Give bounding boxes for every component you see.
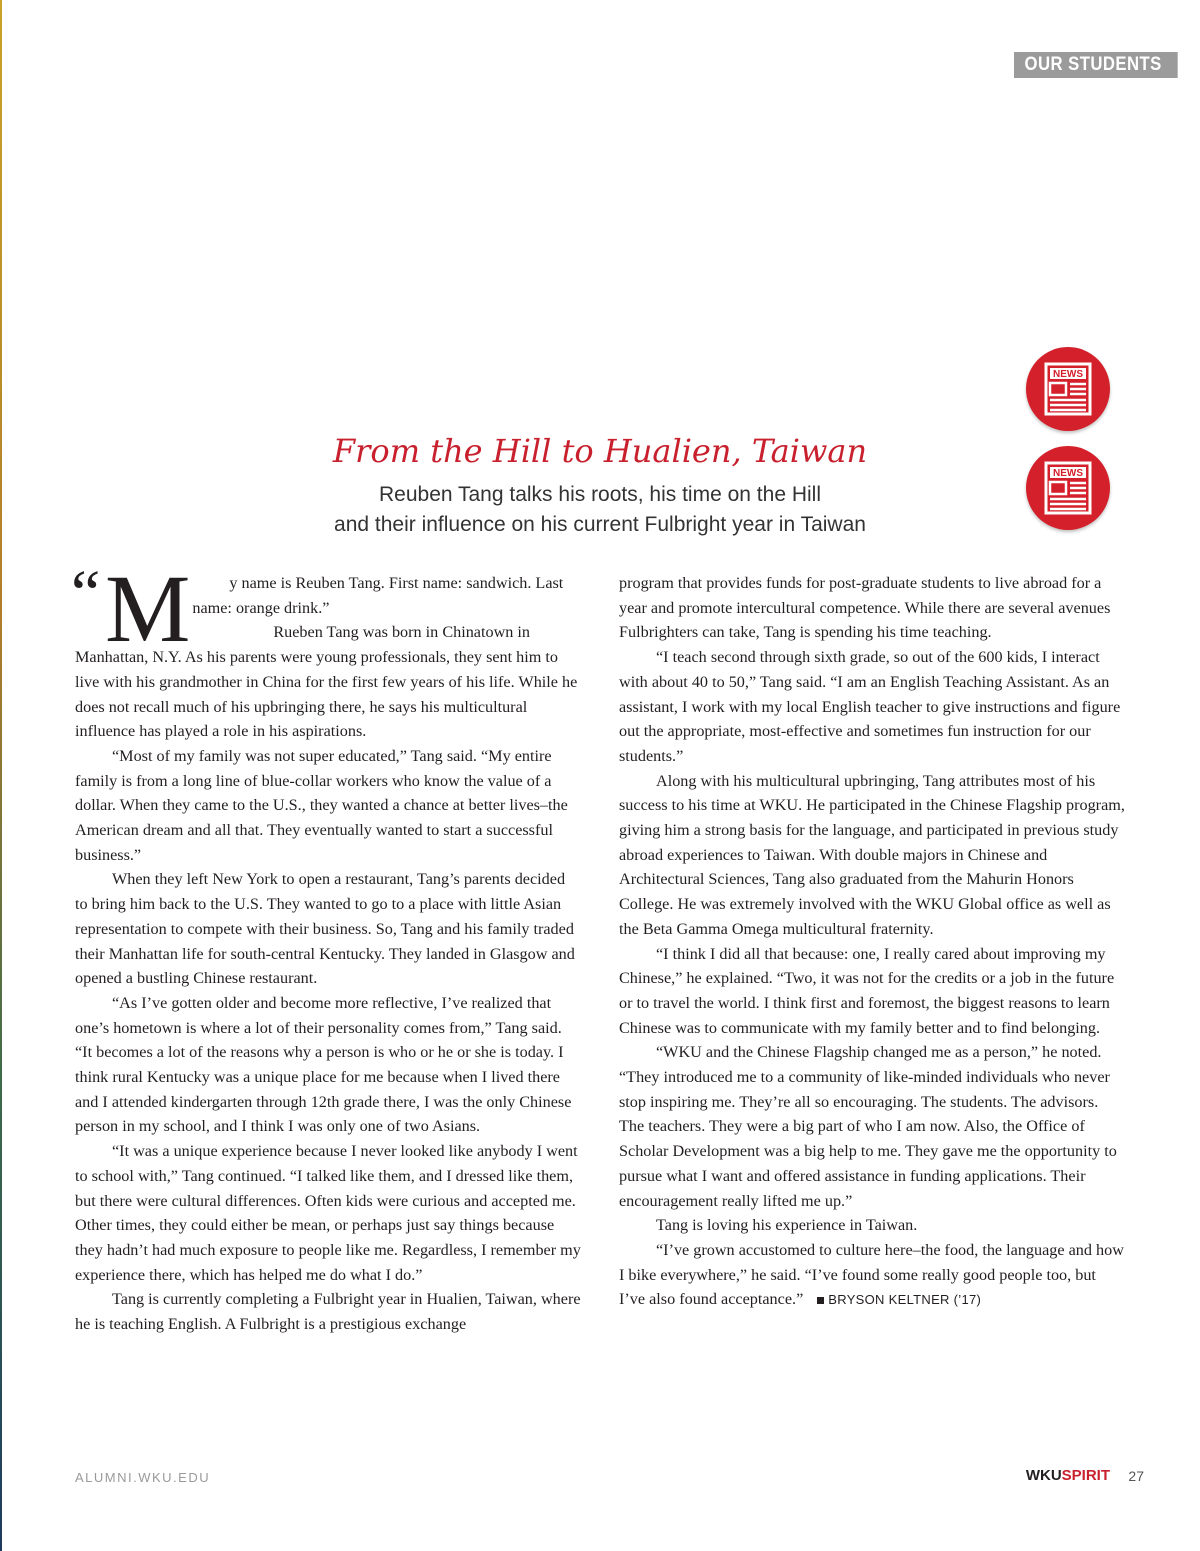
- paragraph-text: “I’ve grown accustomed to culture here–the food, the language and how I bike everywhere,” he said. “I’ve found some really good people too, but I’ve also found acceptance.”: [619, 1240, 1124, 1309]
- subtitle-line: and their influence on his current Fulbright year in Taiwan: [334, 513, 866, 536]
- lead-sentence: y name is Reuben Tang. First name: sandwich. Last name: orange drink.”: [192, 574, 564, 617]
- newspaper-icon: [1043, 361, 1093, 417]
- footer-brand: [1026, 1467, 1110, 1484]
- brand-wku: WKU: [1025, 1467, 1062, 1484]
- subtitle-line: Reuben Tang talks his roots, his time on the Hill: [378, 483, 821, 506]
- article-column-left: [71, 555, 581, 1337]
- end-mark-icon: [817, 1297, 824, 1304]
- drop-cap: M: [105, 555, 191, 662]
- byline: [803, 1292, 981, 1307]
- news-icon[interactable]: [1026, 347, 1110, 431]
- paragraph: “As I’ve gotten older and become more reflective, I’ve realized that one’s hometown is where a lot of their personality comes from,” Tang said. “It becomes a lot of the reasons why a person is who or he or she is today. I think rural Kentucky was a unique place for me because when I lived there and I attended kindergarten through 12th grade there, I was the only Chinese person in my school, and I think I was only one of two Asians.: [75, 993, 572, 1136]
- page-number: 27: [1128, 1468, 1144, 1484]
- paragraph: Tang is loving his experience in Taiwan.: [656, 1216, 918, 1235]
- paragraph: “I think I did all that because: one, I really cared about improving my Chinese,” he explained. “Two, it was not for the credits or a job in the future or to travel the world. I think first and foremost, the biggest reasons to learn Chinese was to communicate with my family better and to find belonging.: [619, 944, 1115, 1037]
- news-icon-label: NEWS: [1053, 369, 1083, 380]
- article-column-right: [619, 571, 1125, 1313]
- final-paragraph: [619, 1238, 1125, 1313]
- paragraph: “Most of my family was not super educated,” Tang said. “My entire family is from a long line of blue-collar workers who know the value of a dollar. When they came to the U.S., they wanted a chance at better lives–the American dream and all that. They eventually wanted to start a successful business.”: [75, 746, 568, 864]
- byline-text: BRYSON KELTNER (’17): [828, 1292, 982, 1308]
- article-title: From the Hill to Hualien, Taiwan: [332, 432, 868, 470]
- footer-url[interactable]: ALUMNI.WKU.EDU: [75, 1470, 211, 1485]
- page-edge-line: [0, 0, 2, 1551]
- paragraph: Along with his multicultural upbringing, Tang attributes most of his success to his time at WKU. He participated in the Chinese Flagship program, giving him a strong basis for the language, and participated in previous study abroad experiences to Taiwan. With double majors in Chinese and Architectural Sciences, Tang also graduated from the Mahurin Honors College. He was extremely involved with the WKU Global office as well as the Beta Gamma Omega multicultural fraternity.: [619, 771, 1125, 938]
- brand-spirit: SPIRIT: [1061, 1467, 1110, 1484]
- paragraph: When they left New York to open a restaurant, Tang’s parents decided to bring him back to the U.S. They wanted to go to a place with little Asian representation to compete with their business. So, Tang and his family traded their Manhattan life for south-central Kentucky. They landed in Glasgow and opened a bustling Chinese restaurant.: [75, 870, 575, 988]
- paragraph: “It was a unique experience because I never looked like anybody I went to school with,” Tang continued. “I talked like them, and I dressed like them, but there were cultural differences. Often kids were curious and accepted me. Other times, they could either be mean, or perhaps just say things because they hadn’t had much exposure to people like me. Regardless, I remember my experience there, which has helped me do what I do.”: [75, 1142, 581, 1284]
- paragraph: Tang is currently completing a Fulbright year in Hualien, Taiwan, where he is teaching English. A Fulbright is a prestigious exchange: [75, 1290, 581, 1334]
- lead-paragraph: [71, 555, 581, 744]
- section-label: OUR STUDENTS: [1014, 52, 1178, 78]
- paragraph-continuation: program that provides funds for post-graduate students to live abroad for a year and promote intercultural competence. While there are several avenues Fulbrighters can take, Tang is spending his time teaching.: [619, 574, 1111, 642]
- paragraph: “WKU and the Chinese Flagship changed me as a person,” he noted. “They introduced me to a community of like-minded individuals who never stop inspiring me. They’re all so encouraging. The students. The advisors. The teachers. They were a big part of who I am now. Also, the Office of Scholar Development was a big help to me. They gave me the opportunity to pursue what I want and offered assistance in funding applications. Their encouragement really lifted me up.”: [619, 1043, 1117, 1210]
- opening-quote-mark: “: [71, 557, 101, 630]
- news-icon-label: NEWS: [1053, 468, 1083, 479]
- article-subtitle: [0, 480, 1200, 540]
- paragraph: “I teach second through sixth grade, so out of the 600 kids, I interact with about 40 to 50,” Tang said. “I am an English Teaching Assistant. As an assistant, I work with my local English teacher to give instructions and figure out the appropriate, most-effective and sometimes fun instruction for our students.”: [619, 648, 1121, 765]
- paragraph-text: Rueben Tang was born in Chinatown in Manhattan, N.Y. As his parents were young professionals, they sent him to live with his grandmother in China for the first few years of his life. While he does not recall much of his upbringing there, he says his multicultural influence has played a role in his aspirations.: [75, 623, 578, 741]
